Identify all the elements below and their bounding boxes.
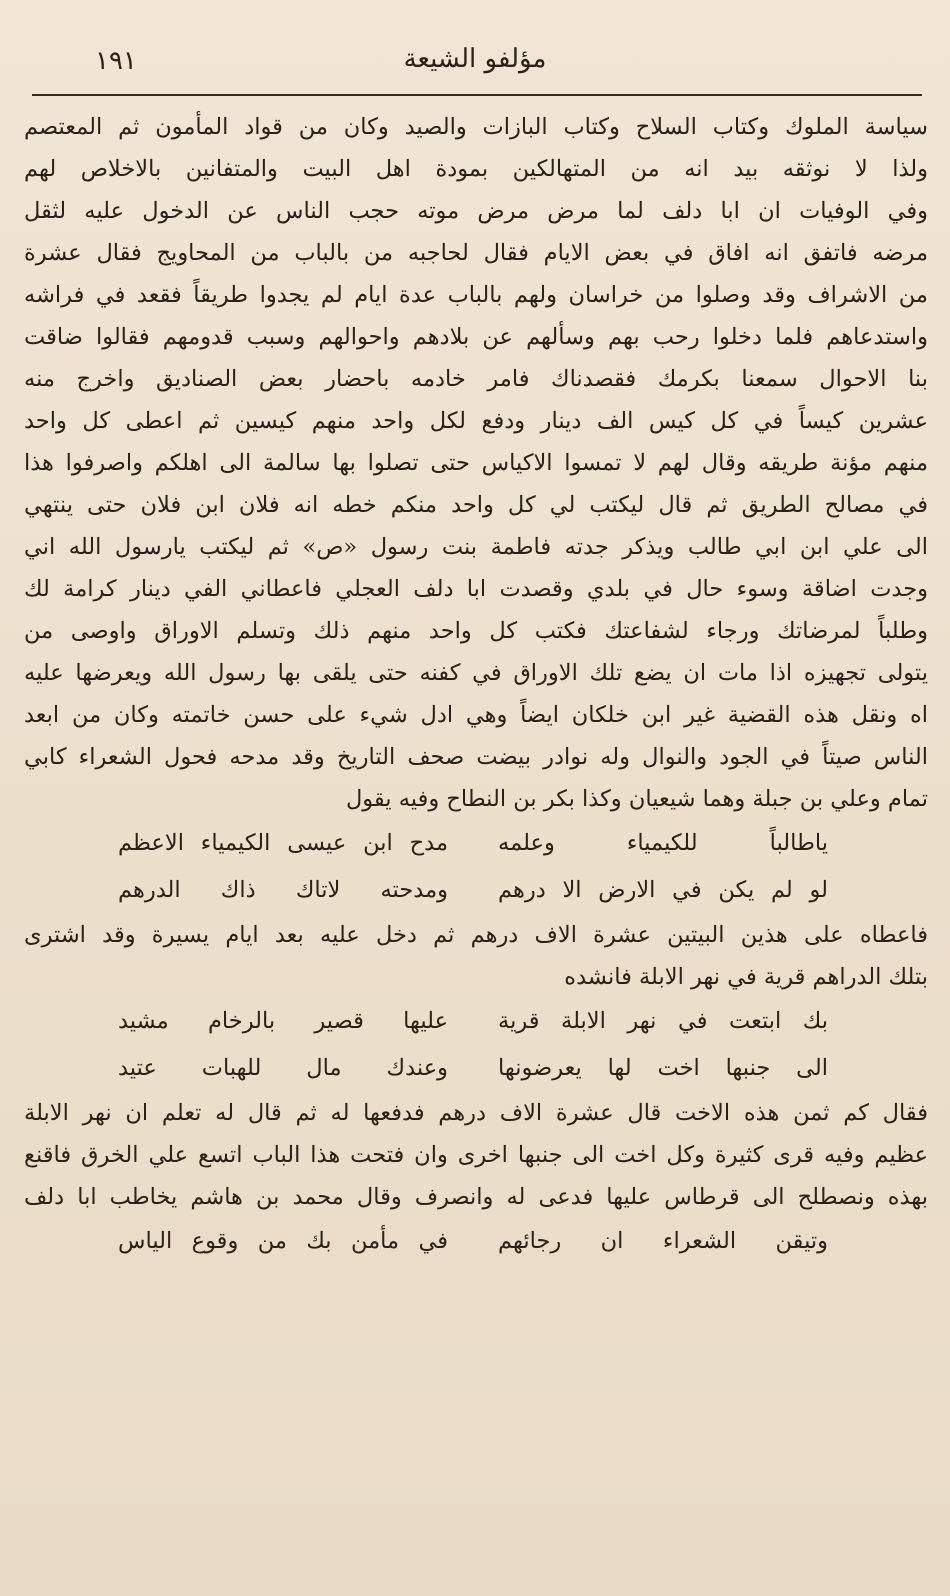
verse-second-hemistich: وعندك مال للهبات عتيد [118, 1055, 448, 1081]
verse-first-hemistich: ياطالباً للكيمياء وعلمه [498, 830, 828, 856]
verse-first-hemistich: الى جنبها اخت لها يعرضونها [498, 1055, 828, 1081]
poem-verse [24, 1218, 928, 1265]
poem-verse [24, 867, 928, 914]
page-number: ١٩١ [95, 46, 137, 76]
page-header [40, 40, 910, 90]
text-line: سياسة الملوك وكتاب السلاح وكتاب البازات والصيد وكان من قواد المأمون ثم المعتصم [24, 114, 928, 140]
poem-verse [24, 1045, 928, 1092]
text-line: من الاشراف وقد وصلوا من خراسان ولهم بالباب عدة ايام لم يجدوا طريقاً فقعد في فراشه [24, 282, 928, 308]
text-line: فاعطاه على هذين البيتين عشرة الاف درهم ثم دخل عليه بعد ايام يسيرة وقد اشترى [24, 922, 928, 948]
verse-second-hemistich: مدح ابن عيسى الكيمياء الاعظم [118, 830, 448, 856]
verse-first-hemistich: بك ابتعت في نهر الابلة قرية [498, 1008, 828, 1034]
text-line: عظيم وفيه قرى كثيرة وكل اخت الى جنبها اخرى وان فتحت هذا الباب اتسع علي الخرق فاقنع [24, 1142, 928, 1168]
text-line: بهذه ونصطلح الى قرطاس عليها فدعى له وانصرف وقال محمد بن هاشم يخاطب ابا دلف [24, 1184, 928, 1210]
text-line: تمام وعلي بن جبلة وهما شيعيان وكذا بكر بن النطاح وفيه يقول [345, 786, 928, 812]
text-line: وطلباً لمرضاتك ورجاء لشفاعتك فكتب كل واحد منهم ذلك وتسلم الاوراق واوصى من [24, 618, 928, 644]
text-line: يتولى تجهيزه اذا مات ان يضع تلك الاوراق في كفنه حتى يلقى بها رسول الله ويعرضها عليه [24, 660, 928, 686]
poem-verse [24, 998, 928, 1045]
header-rule [32, 94, 922, 96]
page-body [24, 106, 928, 1265]
text-line: وجدت اضاقة وسوء حال في بلدي وقصدت ابا دلف العجلي فاعطاني الفي دينار كرامة لك [24, 576, 928, 602]
text-line: الناس صيتاً في الجود والنوال وله نوادر بيضت صحف التاريخ وقد مدحه فحول الشعراء كابي [24, 744, 928, 770]
running-title: مؤلفو الشيعة [403, 44, 547, 74]
text-line: وفي الوفيات ان ابا دلف لما مرض مرض موته حجب الناس عن الدخول عليه لثقل [24, 198, 928, 224]
text-line: مرضه فاتفق انه افاق في بعض الايام فقال لحاجبه من بالباب من المحاويج فقال عشرة [24, 240, 928, 266]
verse-first-hemistich: وتيقن الشعراء ان رجائهم [498, 1228, 828, 1254]
text-line: بنا الاحوال سمعنا بكرمك فقصدناك فامر خادمه باحضار بعض الصناديق واخرج منه [24, 366, 928, 392]
verse-first-hemistich: لو لم يكن في الارض الا درهم [498, 877, 828, 903]
text-line: ولذا لا نوثقه بيد انه من المتهالكين بمودة اهل البيت والمتفانين بالاخلاص لهم [24, 156, 928, 182]
text-line: في مصالح الطريق ثم قال ليكتب لي كل واحد منكم خطه انه فلان ابن فلان حتى ينتهي [24, 492, 928, 518]
poem-verse [24, 820, 928, 867]
text-line: عشرين كيساً في كل كيس الف دينار ودفع لكل واحد منهم كيسين ثم اعطى كل واحد [24, 408, 928, 434]
text-line: بتلك الدراهم قرية في نهر الابلة فانشده [564, 964, 928, 990]
text-line: منهم مؤنة طريقه وقال لهم لا تمسوا الاكياس حتى تصلوا بها سالمة الى اهلكم واصرفوا هذا [24, 450, 928, 476]
verse-second-hemistich: ومدحته لاتاك ذاك الدرهم [118, 877, 448, 903]
text-line: الى علي ابن ابي طالب ويذكر جدته فاطمة بنت رسول «ص» ثم ليكتب يارسول الله اني [24, 534, 928, 560]
text-line: اه ونقل هذه القضية غير ابن خلكان ايضاً وهي ادل شيء على حسن خاتمته وكان من ابعد [24, 702, 928, 728]
verse-second-hemistich: عليها قصير بالرخام مشيد [118, 1008, 448, 1034]
text-line: فقال كم ثمن هذه الاخت قال عشرة الاف درهم فدفعها له ثم قال له تعلم ان نهر الابلة [24, 1100, 928, 1126]
text-line: واستدعاهم فلما دخلوا رحب بهم وسألهم عن بلادهم واحوالهم وسبب قدومهم فقالوا ضاقت [24, 324, 928, 350]
verse-second-hemistich: في مأمن بك من وقوع الياس [118, 1228, 448, 1254]
